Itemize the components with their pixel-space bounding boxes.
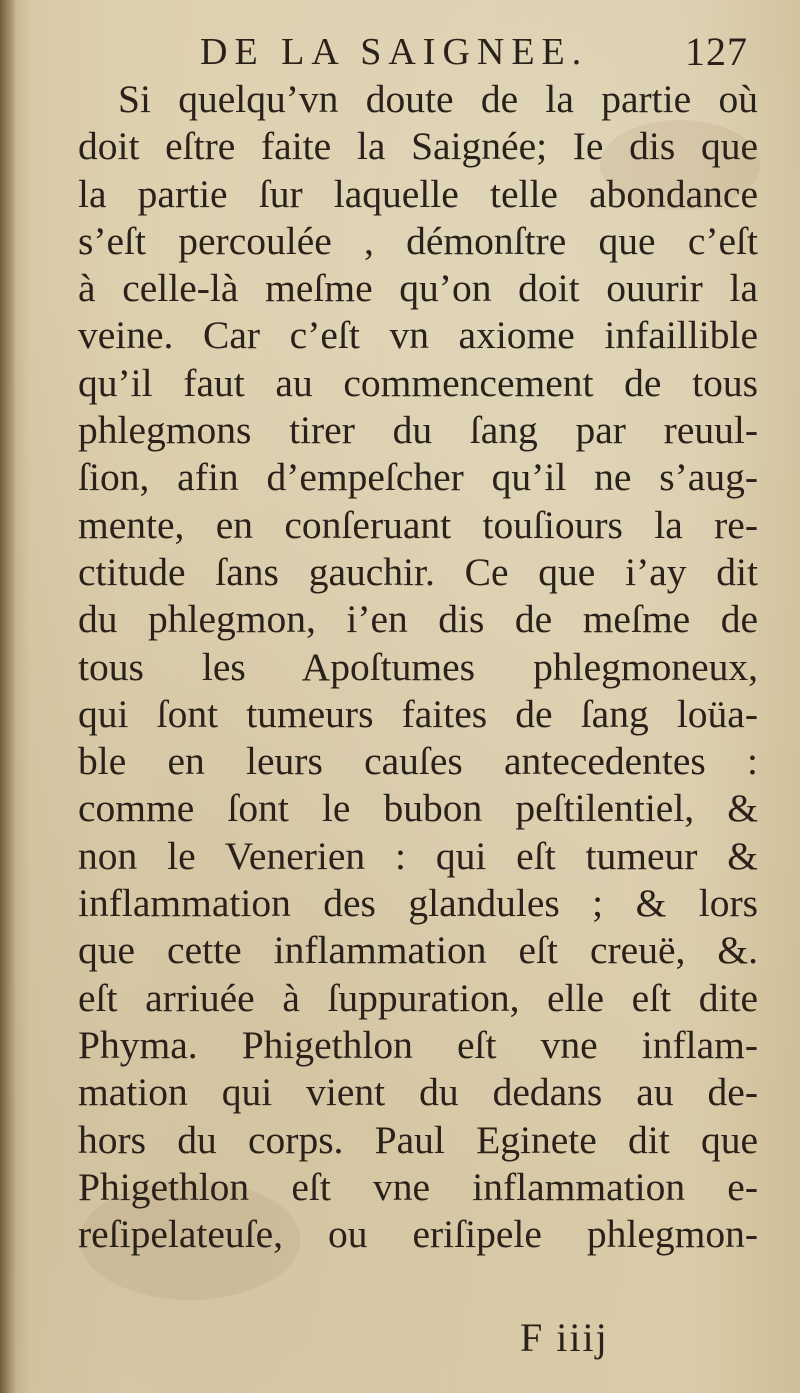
page-gutter	[0, 0, 16, 1393]
text-line: non le Venerien : qui eſt tumeur &	[78, 833, 758, 878]
text-line: hors du corps. Paul Eginete dit que	[78, 1117, 758, 1162]
text-line: inflammation des glandules ; & lors	[78, 881, 758, 926]
text-line: Si quelqu’vn doute de la partie où	[118, 77, 758, 121]
text-line: qui ſont tumeurs faites de ſang loüa-	[78, 691, 758, 736]
text-line: du phlegmon, i’en dis de meſme de	[78, 597, 758, 642]
text-line: s’eſt percoulée , démonſtre que c’eſt	[78, 218, 758, 263]
text-line: phlegmons tirer du ſang par reuul-	[78, 408, 758, 453]
text-line: à celle-là meſme qu’on doit ouurir la	[78, 266, 758, 311]
text-line: reſipelateuſe, ou eriſipele phlegmon-	[78, 1212, 758, 1257]
text-line: ſion, afin d’empeſcher qu’il ne s’aug-	[78, 455, 758, 500]
text-line: Phyma. Phigethlon eſt vne inflam-	[78, 1022, 758, 1067]
text-line: ble en leurs cauſes antecedentes :	[78, 739, 758, 784]
page-number: 127	[685, 29, 748, 74]
signature-mark: F iiij	[520, 1315, 609, 1360]
text-line: ctitude ſans gauchir. Ce que i’ay dit	[78, 549, 758, 594]
text-line: mente, en conſeruant touſiours la re-	[78, 502, 758, 547]
running-head	[160, 28, 760, 76]
text-line: mation qui vient du dedans au de-	[78, 1070, 758, 1115]
body-text	[78, 76, 758, 1258]
running-head-title: DE LA SAIGNEE.	[200, 31, 589, 73]
text-line: Phigethlon eſt vne inflammation e-	[78, 1164, 758, 1209]
text-line: qu’il faut au commencement de tous	[78, 360, 758, 405]
text-line: eſt arriuée à ſuppuration, elle eſt dite	[78, 975, 758, 1020]
text-line: comme ſont le bubon peſtilentiel, &	[78, 786, 758, 831]
text-line: doit eſtre faite la Saignée; Ie dis que	[78, 124, 758, 169]
text-line: que cette inflammation eſt creuë, &.	[78, 928, 758, 973]
text-line: la partie ſur laquelle telle abondance	[78, 171, 758, 216]
text-line: veine. Car c’eſt vn axiome infaillible	[78, 313, 758, 358]
text-line: tous les Apoſtumes phlegmoneux,	[78, 644, 758, 689]
